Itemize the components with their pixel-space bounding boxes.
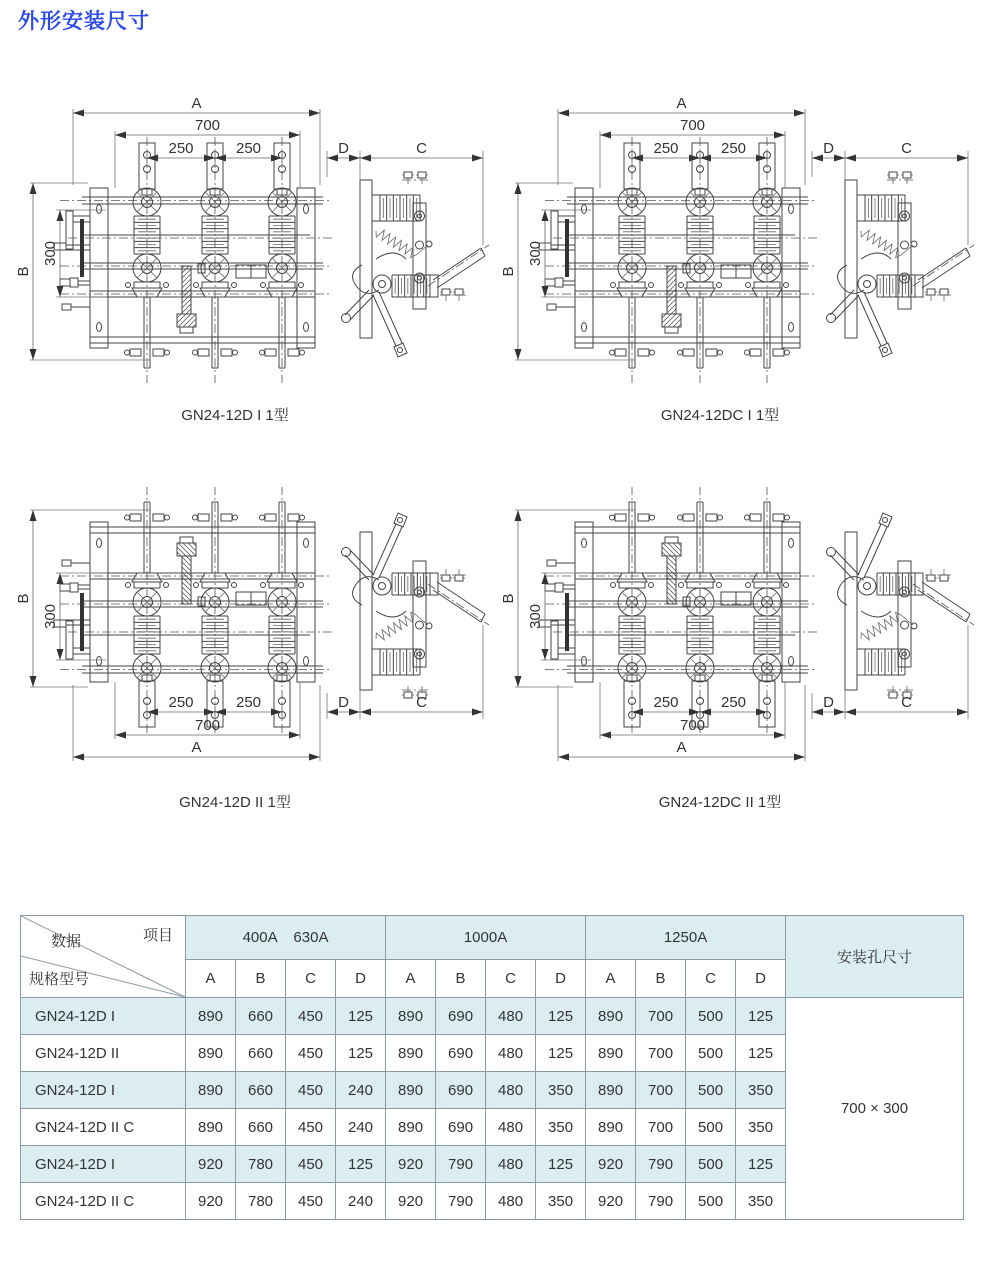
value-cell: 790 [636,1183,686,1220]
value-cell: 125 [736,1146,786,1183]
value-cell: 790 [436,1146,486,1183]
dim-label: A [676,95,687,112]
dim-label: C [416,694,427,711]
subheader-d: D [336,960,386,998]
front-view [54,137,332,383]
value-cell: 240 [336,1109,386,1146]
subheader-d: D [736,960,786,998]
value-cell: 920 [186,1146,236,1183]
dim-label: 250 [168,140,194,157]
value-cell: 500 [686,1035,736,1072]
dim-label: 300 [42,240,59,267]
page-title: 外形安装尺寸 [18,10,150,33]
model-cell: GN24-12D I [21,998,186,1035]
technical-drawing [10,472,490,787]
value-cell: 350 [536,1072,586,1109]
value-cell: 500 [686,1072,736,1109]
dim-label: 250 [720,694,747,711]
value-cell: 450 [286,998,336,1035]
value-cell: 890 [386,1109,436,1146]
value-cell: 350 [736,1109,786,1146]
dim-label: 300 [42,603,59,630]
subheader-a: A [586,960,636,998]
value-cell: 125 [536,998,586,1035]
value-cell: 480 [486,1146,536,1183]
dim-label: C [416,140,427,157]
value-cell: 690 [436,1109,486,1146]
dim-label: D [823,140,834,157]
figure-gn24-12d-ii-1 [10,472,490,812]
side-view [827,513,975,698]
subheader-b: B [236,960,286,998]
group-header-1000a: 1000A [386,916,586,960]
value-cell: 780 [236,1146,286,1183]
subheader-b: B [436,960,486,998]
side-view [342,513,490,698]
value-cell: 480 [486,1072,536,1109]
value-cell: 350 [536,1183,586,1220]
value-cell: 125 [336,1146,386,1183]
value-cell: 480 [486,1183,536,1220]
dim-label: B [15,266,32,277]
value-cell: 500 [686,1109,736,1146]
subheader-a: A [386,960,436,998]
corner-label-data: 数据 [51,933,82,950]
figure-caption: GN24-12DC II 1型 [658,794,782,811]
technical-drawing [495,472,975,787]
technical-drawing [495,85,975,400]
figure-gn24-12dc-ii-1 [495,472,975,812]
figure-caption: GN24-12D II 1型 [179,794,291,811]
table-row [21,998,964,1035]
dim-label: A [676,739,687,756]
value-cell: 125 [736,998,786,1035]
subheader-c: C [486,960,536,998]
model-cell: GN24-12D I [21,1146,186,1183]
dim-label: B [500,266,517,277]
value-cell: 350 [536,1109,586,1146]
value-cell: 350 [736,1072,786,1109]
figure-gn24-12d-i-1 [10,85,490,425]
value-cell: 920 [586,1146,636,1183]
dim-label: 700 [194,717,221,734]
dim-label: 300 [527,603,544,630]
subheader-c: C [286,960,336,998]
value-cell: 690 [436,1035,486,1072]
side-view [827,172,975,357]
value-cell: 125 [336,1035,386,1072]
dim-label: 250 [653,140,679,157]
value-cell: 700 [636,998,686,1035]
value-cell: 450 [286,1109,336,1146]
group-header-1250a: 1250A [586,916,786,960]
figure-caption: GN24-12D I 1型 [181,407,289,424]
value-cell: 450 [286,1035,336,1072]
value-cell: 890 [386,998,436,1035]
dim-label: 700 [679,117,706,134]
mount-size-cell: 700 × 300 [786,998,964,1220]
value-cell: 890 [586,998,636,1035]
value-cell: 240 [336,1072,386,1109]
subheader-d: D [536,960,586,998]
value-cell: 450 [286,1183,336,1220]
dim-label: C [901,694,912,711]
spec-table [20,915,964,1220]
dim-label: 250 [235,140,262,157]
value-cell: 500 [686,1183,736,1220]
value-cell: 660 [236,998,286,1035]
value-cell: 450 [286,1146,336,1183]
dim-label: A [191,739,202,756]
value-cell: 700 [636,1109,686,1146]
group-header-400a-630a: 400A 630A [186,916,386,960]
dim-label: C [901,140,912,157]
value-cell: 690 [436,1072,486,1109]
value-cell: 660 [236,1072,286,1109]
value-cell: 890 [586,1072,636,1109]
front-view [539,137,817,383]
value-cell: 700 [636,1035,686,1072]
value-cell: 780 [236,1183,286,1220]
value-cell: 480 [486,998,536,1035]
subheader-c: C [686,960,736,998]
value-cell: 690 [436,998,486,1035]
value-cell: 500 [686,998,736,1035]
dim-label: 250 [720,140,747,157]
dim-label: D [823,694,834,711]
value-cell: 350 [736,1183,786,1220]
value-cell: 240 [336,1183,386,1220]
value-cell: 660 [236,1109,286,1146]
dim-label: 250 [653,694,679,711]
value-cell: 790 [636,1146,686,1183]
model-cell: GN24-12D II [21,1035,186,1072]
value-cell: 125 [536,1146,586,1183]
value-cell: 890 [586,1035,636,1072]
dim-label: B [500,593,517,604]
dim-label: 700 [679,717,706,734]
value-cell: 700 [636,1072,686,1109]
corner-label-item: 项目 [142,927,173,944]
value-cell: 920 [586,1183,636,1220]
value-cell: 920 [186,1183,236,1220]
model-cell: GN24-12D I [21,1072,186,1109]
value-cell: 890 [386,1035,436,1072]
figure-caption: GN24-12DC I 1型 [660,407,780,424]
value-cell: 890 [186,1035,236,1072]
corner-header-cell [21,916,186,998]
value-cell: 790 [436,1183,486,1220]
value-cell: 500 [686,1146,736,1183]
value-cell: 450 [286,1072,336,1109]
dim-label: 700 [194,117,221,134]
dim-label: A [191,95,202,112]
value-cell: 890 [186,1109,236,1146]
mount-hole-header: 安装孔尺寸 [786,916,964,998]
value-cell: 920 [386,1146,436,1183]
dim-label: 300 [527,240,544,267]
dim-label: D [338,140,349,157]
value-cell: 480 [486,1035,536,1072]
value-cell: 125 [536,1035,586,1072]
model-cell: GN24-12D II C [21,1183,186,1220]
value-cell: 890 [186,998,236,1035]
dim-label: 250 [235,694,262,711]
dim-label: 250 [168,694,194,711]
subheader-b: B [636,960,686,998]
model-cell: GN24-12D II C [21,1109,186,1146]
value-cell: 480 [486,1109,536,1146]
subheader-a: A [186,960,236,998]
side-view [342,172,490,357]
value-cell: 920 [386,1183,436,1220]
technical-drawing [10,85,490,400]
value-cell: 125 [736,1035,786,1072]
corner-label-model: 规格型号 [29,971,90,988]
value-cell: 660 [236,1035,286,1072]
dim-label: B [15,593,32,604]
dim-label: D [338,694,349,711]
value-cell: 890 [186,1072,236,1109]
value-cell: 890 [586,1109,636,1146]
figure-gn24-12dc-i-1 [495,85,975,425]
value-cell: 125 [336,998,386,1035]
value-cell: 890 [386,1072,436,1109]
